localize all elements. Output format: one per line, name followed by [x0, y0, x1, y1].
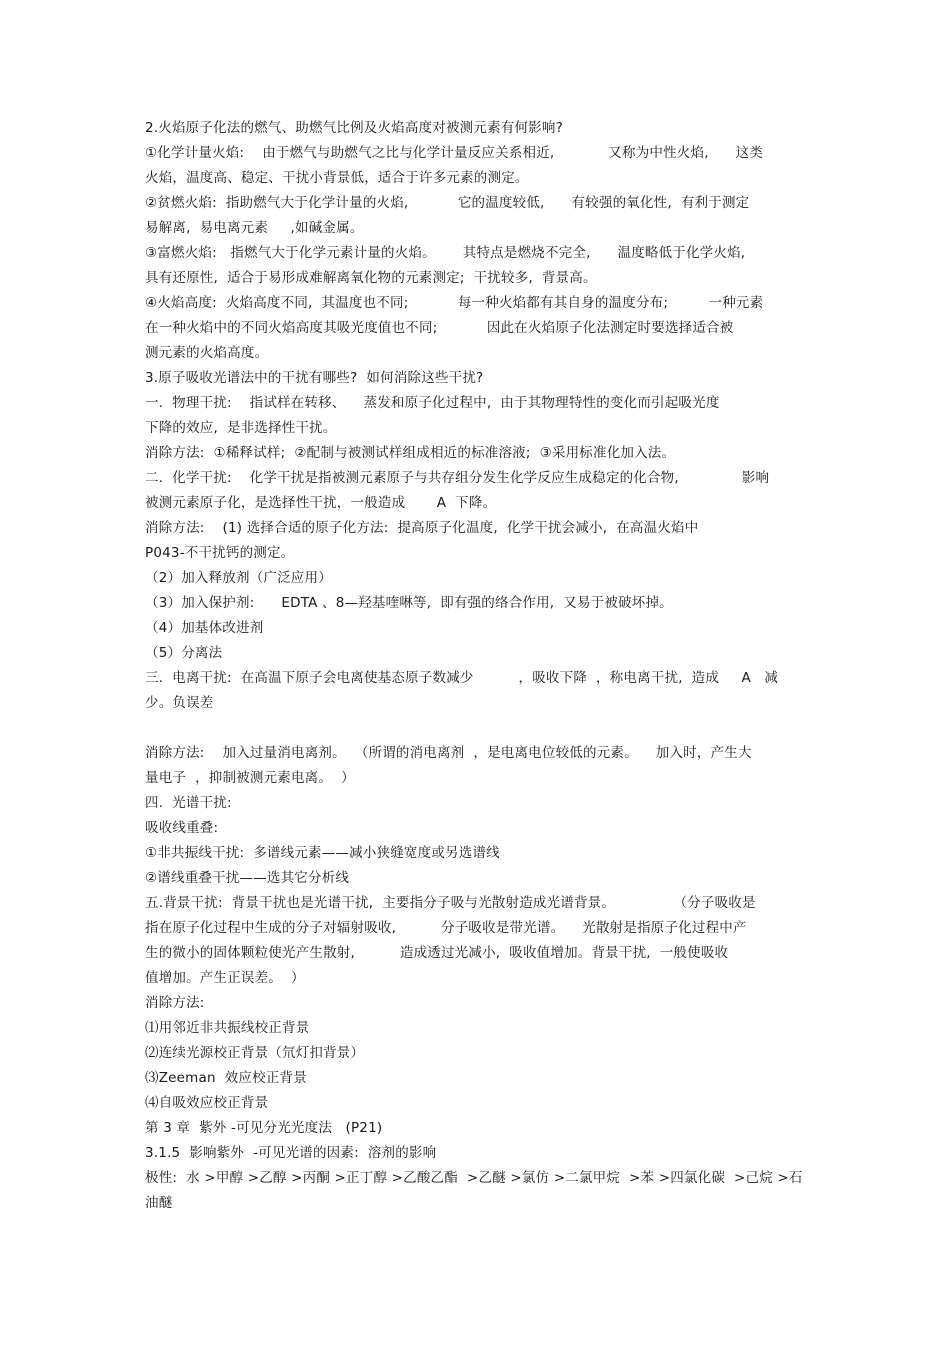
text-line: 生的微小的固体颗粒使光产生散射, 造成透过光减小, 吸收值增加。背景干扰, 一般使吸收 — [145, 945, 729, 961]
text-line: 值增加。产生正误差。 ） — [145, 970, 305, 986]
section-heading: 3.1.5 影响紫外 -可见光谱的因素: 溶剂的影响 — [145, 1145, 437, 1161]
list-item: ⑴用邻近非共振线校正背景 — [145, 1020, 310, 1036]
question-3-heading: 3.原子吸收光谱法中的干扰有哪些? 如何消除这些干扰? — [145, 370, 484, 386]
text-line: 二. 化学干扰: 化学干扰是指被测元素原子与共存组分发生化学反应生成稳定的化合物, 影响 — [145, 470, 770, 486]
list-item: ②谱线重叠干扰——选其它分析线 — [145, 870, 350, 886]
text-line: 四. 光谱干扰: — [145, 795, 232, 811]
list-item: （2）加入释放剂（广泛应用） — [145, 570, 332, 586]
list-item: （3）加入保护剂: EDTA 、8—羟基喹啉等, 即有强的络合作用, 又易于被破坏掉。 — [145, 595, 673, 611]
text-line: 五.背景干扰: 背景干扰也是光谱干扰, 主要指分子吸与光散射造成光谱背景。 （分子吸收是 — [145, 895, 756, 911]
text-line: 易解离, 易电离元素 ,如碱金属。 — [145, 220, 364, 236]
list-item: （4）加基体改进剂 — [145, 620, 264, 636]
text-line: ①化学计量火焰: 由于燃气与助燃气之比与化学计量反应关系相近, 又称为中性火焰, 这类 — [145, 145, 764, 161]
text-line: 被测元素原子化，是选择性干扰，一般造成 A 下降。 — [145, 495, 497, 511]
text-line: 火焰，温度高、稳定、干扰小背景低，适合于许多元素的测定。 — [145, 170, 529, 186]
text-line: 消除方法: (1) 选择合适的原子化方法: 提高原子化温度, 化学干扰会减小, 在高温火焰中 — [145, 520, 699, 536]
text-line: 消除方法: ①稀释试样; ②配制与被测试样组成相近的标准溶液; ③采用标准化加入法。 — [145, 445, 676, 461]
text-line: 消除方法: 加入过量消电离剂。 （所谓的消电离剂 ，是电离电位较低的元素。 加入时，产生大 — [145, 745, 752, 761]
text-line: 少。负误差 — [145, 695, 214, 711]
text-line: ④火焰高度: 火焰高度不同, 其温度也不同; 每一种火焰都有其自身的温度分布; 一种元素 — [145, 295, 764, 311]
text-line: 极性: 水 >甲醇 >乙醇 >丙酮 >正丁醇 >乙酸乙酯 >乙醚 >氯仿 >二氯甲烷 >苯 >四氯化碳 >己烷 >石 — [145, 1170, 803, 1186]
text-line: P043-不干扰钙的测定。 — [145, 545, 295, 561]
list-item: （5）分离法 — [145, 645, 223, 661]
chapter-heading: 第 3 章 紫外 -可见分光光度法 (P21) — [145, 1120, 383, 1136]
question-2-heading: 2.火焰原子化法的燃气、助燃气比例及火焰高度对被测元素有何影响? — [145, 120, 563, 136]
list-item: ⑶Zeeman 效应校正背景 — [145, 1070, 307, 1086]
list-item: ⑵连续光源校正背景（氘灯扣背景） — [145, 1045, 365, 1061]
list-item: ①非共振线干扰: 多谱线元素——减小狭缝宽度或另选谱线 — [145, 845, 500, 861]
list-item: ⑷自吸效应校正背景 — [145, 1095, 269, 1111]
text-line: 吸收线重叠: — [145, 820, 219, 836]
text-line: 测元素的火焰高度。 — [145, 345, 269, 361]
text-line: 指在原子化过程中生成的分子对辐射吸收, 分子吸收是带光谱。 光散射是指原子化过程中产 — [145, 920, 747, 936]
text-line: 量电子 ，抑制被测元素电离。 ） — [145, 770, 355, 786]
text-line: 一. 物理干扰: 指试样在转移、 蒸发和原子化过程中, 由于其物理特性的变化而引起吸光度 — [145, 395, 720, 411]
text-line: 具有还原性, 适合于易形成难解离氧化物的元素测定; 干扰较多, 背景高。 — [145, 270, 597, 286]
text-line: ③富燃火焰: 指燃气大于化学元素计量的火焰。 其特点是燃烧不完全, 温度略低于化学火焰, — [145, 245, 746, 261]
text-line: 在一种火焰中的不同火焰高度其吸光度值也不同; 因此在火焰原子化法测定时要选择适合被 — [145, 320, 734, 336]
text-line: 油醚 — [145, 1195, 173, 1211]
text-line: 下降的效应, 是非选择性干扰。 — [145, 420, 337, 436]
text-line: ②贫燃火焰: 指助燃气大于化学计量的火焰, 它的温度较低, 有较强的氧化性, 有利于测定 — [145, 195, 750, 211]
text-line: 消除方法: — [145, 995, 205, 1011]
text-line: 三. 电离干扰: 在高温下原子会电离使基态原子数减少 ，吸收下降 ，称电离干扰, 造成 A 减 — [145, 670, 779, 686]
